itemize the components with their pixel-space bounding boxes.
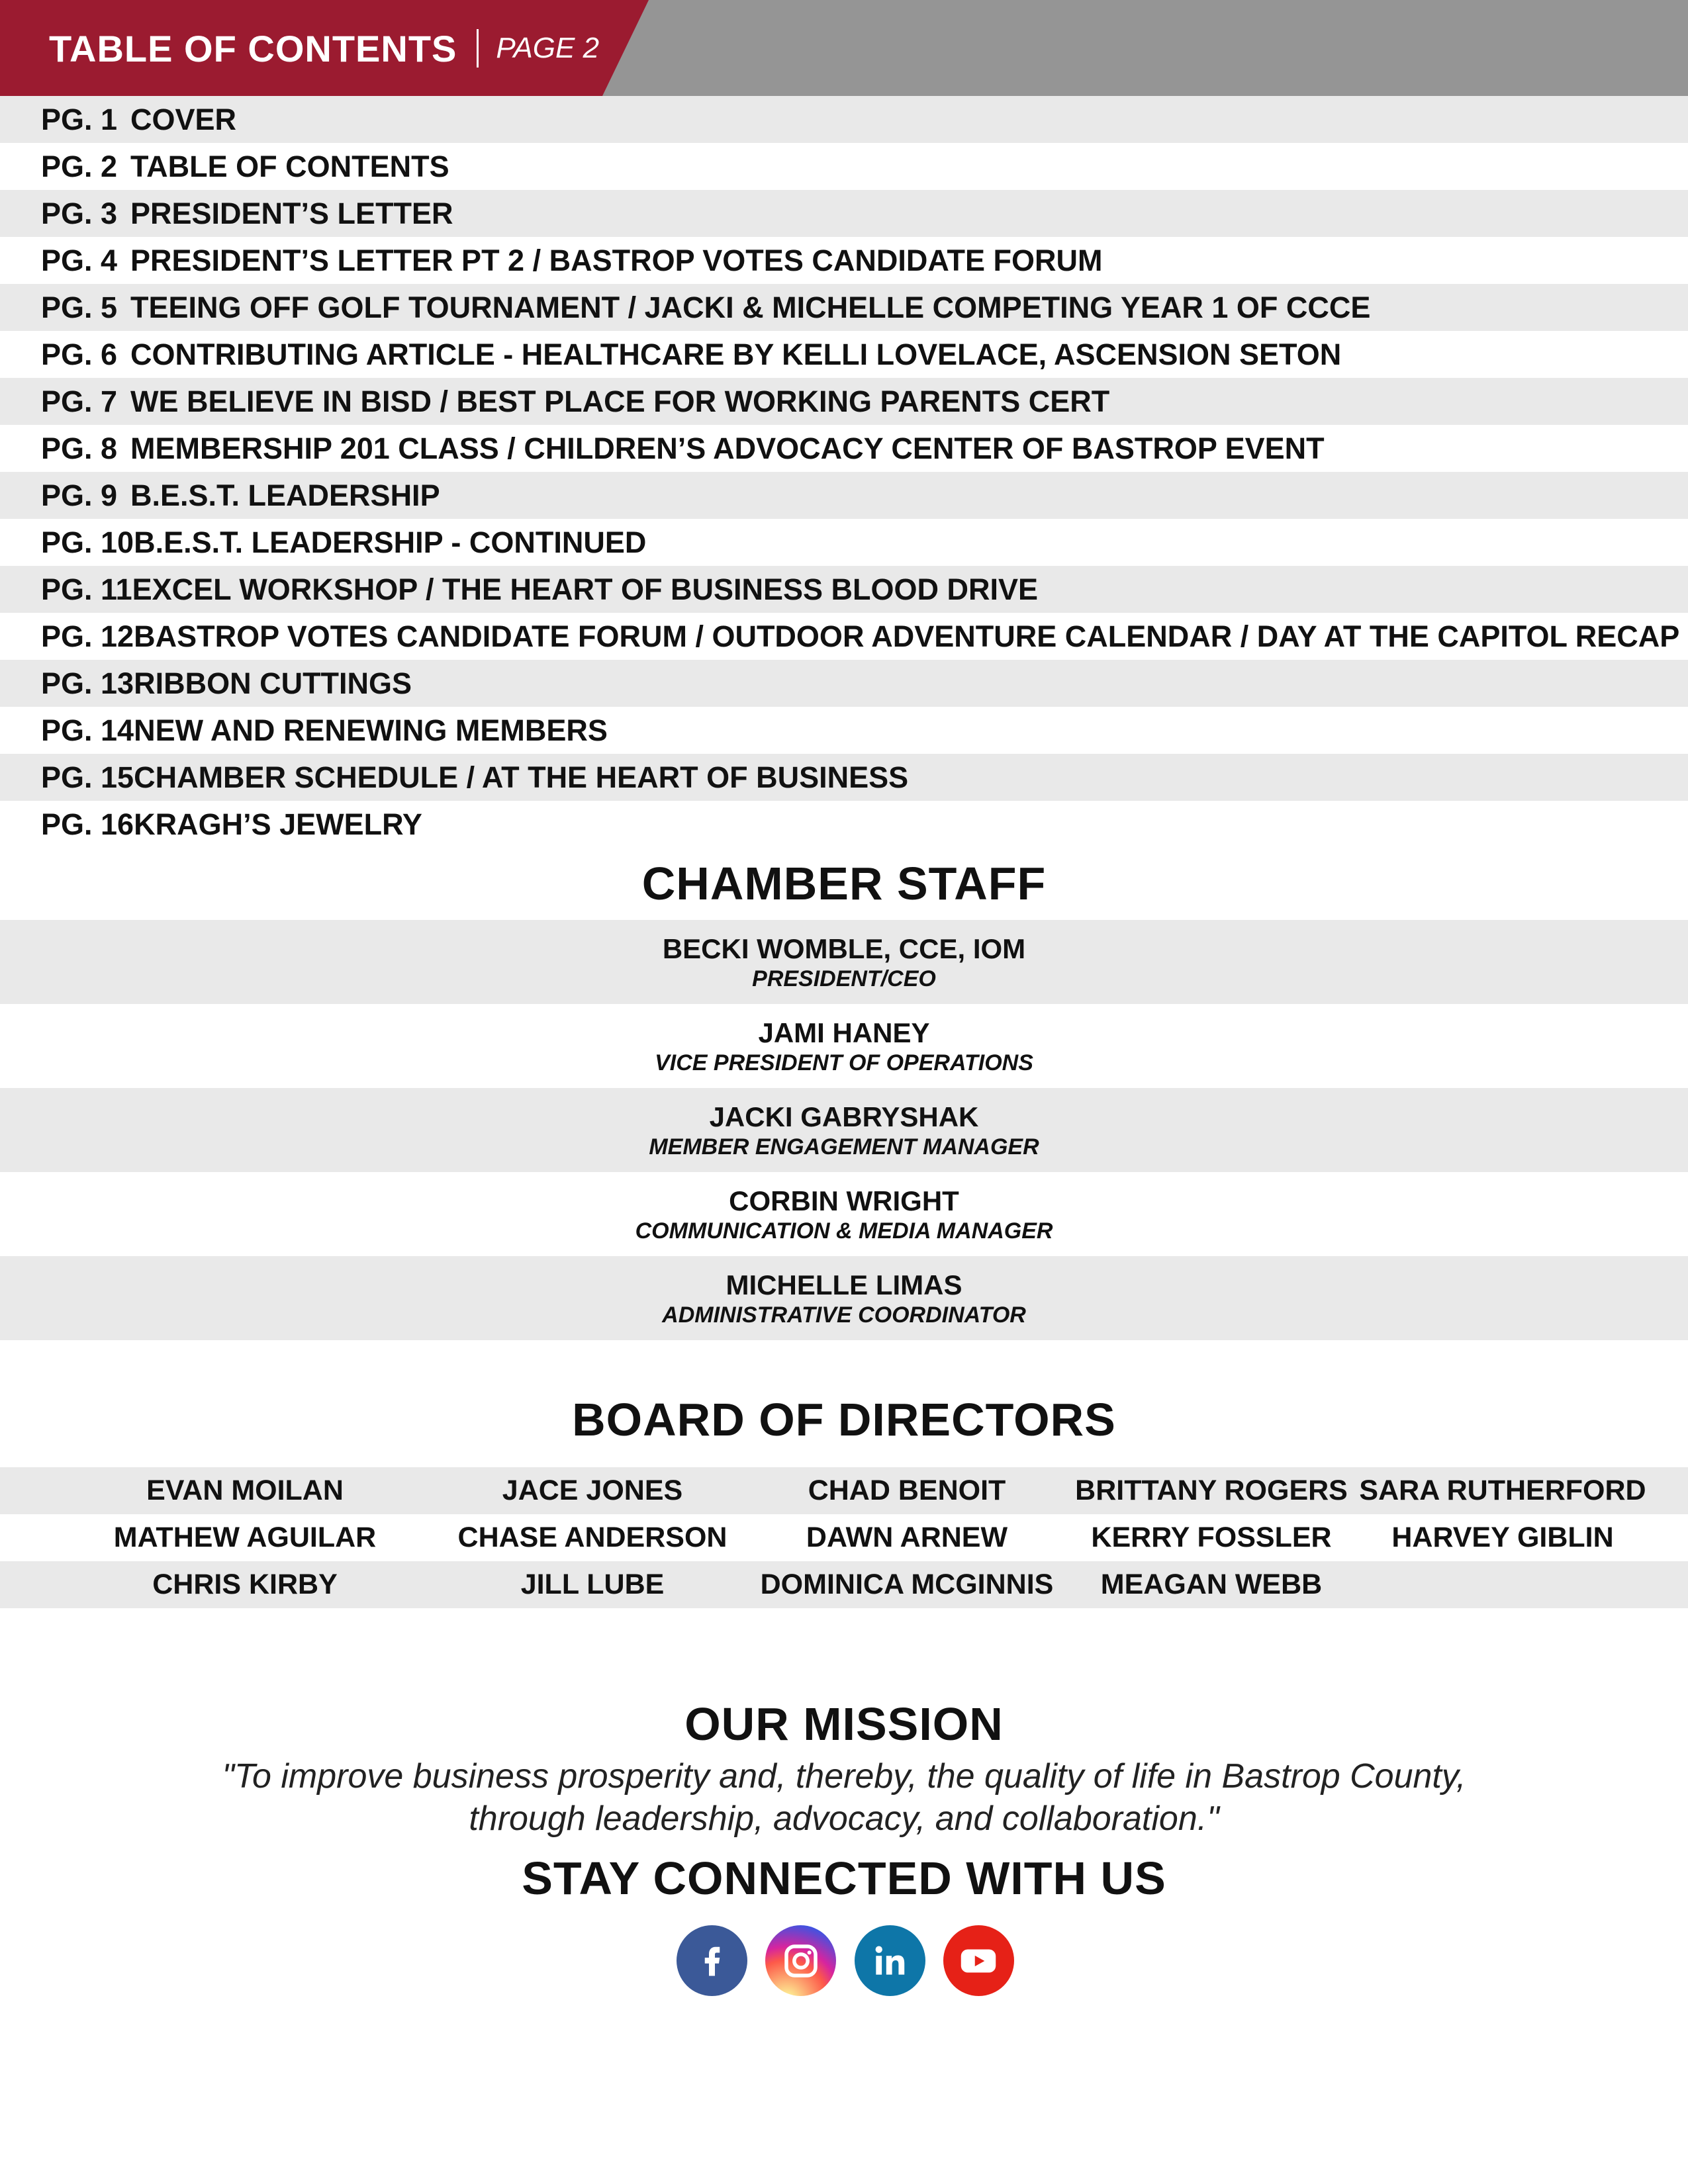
header-title: TABLE OF CONTENTS xyxy=(49,27,457,69)
toc-page-number: PG. 13 xyxy=(41,666,134,700)
toc-title: TABLE OF CONTENTS xyxy=(130,149,449,183)
mission-statement xyxy=(0,1755,1688,1840)
mission-title: OUR MISSION xyxy=(684,1698,1004,1750)
toc-page-number: PG. 8 xyxy=(41,431,118,465)
toc-page-number: PG. 14 xyxy=(41,713,134,747)
toc-page-number: PG. 15 xyxy=(41,760,134,794)
board-row xyxy=(0,1467,1688,1514)
board-member: CHASE ANDERSON xyxy=(457,1522,727,1553)
staff-member xyxy=(0,1088,1688,1172)
board-member: CHAD BENOIT xyxy=(808,1475,1006,1506)
board-member: HARVEY GIBLIN xyxy=(1391,1522,1614,1553)
staff-member xyxy=(0,1256,1688,1340)
toc-title: CONTRIBUTING ARTICLE - HEALTHCARE BY KELLI LOVELACE, ASCENSION SETON xyxy=(130,337,1342,371)
staff-name: JAMI HANEY xyxy=(758,1017,930,1048)
toc-item xyxy=(0,190,1688,237)
toc-page-number: PG. 12 xyxy=(41,619,134,653)
youtube-icon[interactable] xyxy=(943,1925,1014,1996)
toc-page-number: PG. 6 xyxy=(41,337,118,371)
board-member: JILL LUBE xyxy=(520,1569,665,1600)
toc-item xyxy=(0,801,1688,848)
toc-title: MEMBERSHIP 201 CLASS / CHILDREN’S ADVOCACY CENTER OF BASTROP EVENT xyxy=(130,431,1325,465)
toc-title: WE BELIEVE IN BISD / BEST PLACE FOR WORKING PARENTS CERT xyxy=(130,384,1110,418)
board-member: EVAN MOILAN xyxy=(146,1475,344,1506)
toc-item xyxy=(0,237,1688,284)
staff-role: MEMBER ENGAGEMENT MANAGER xyxy=(649,1134,1039,1160)
linkedin-icon[interactable] xyxy=(855,1925,925,1996)
staff-name: BECKI WOMBLE, CCE, IOM xyxy=(662,933,1026,964)
toc-title: CHAMBER SCHEDULE / AT THE HEART OF BUSINESS xyxy=(134,760,909,794)
toc-item xyxy=(0,519,1688,566)
toc-title: BASTROP VOTES CANDIDATE FORUM / OUTDOOR ADVENTURE CALENDAR / DAY AT THE CAPITOL RECAP xyxy=(134,619,1680,653)
toc-title: KRAGH’S JEWELRY xyxy=(134,807,422,841)
staff-name: MICHELLE LIMAS xyxy=(726,1269,962,1300)
table-of-contents xyxy=(0,96,1688,848)
toc-page-number: PG. 9 xyxy=(41,478,118,512)
board-member: MEAGAN WEBB xyxy=(1100,1569,1323,1600)
toc-item xyxy=(0,566,1688,613)
toc-title: NEW AND RENEWING MEMBERS xyxy=(134,713,608,747)
board-member: KERRY FOSSLER xyxy=(1091,1522,1332,1553)
toc-item xyxy=(0,660,1688,707)
toc-page-number: PG. 7 xyxy=(41,384,118,418)
staff-role: ADMINISTRATIVE COORDINATOR xyxy=(662,1302,1026,1328)
social-links xyxy=(677,1925,1014,1997)
instagram-icon[interactable] xyxy=(765,1925,836,1996)
toc-title: RIBBON CUTTINGS xyxy=(134,666,412,700)
toc-page-number: PG. 10 xyxy=(41,525,134,559)
toc-title: PRESIDENT’S LETTER xyxy=(130,196,453,230)
toc-page-number: PG. 2 xyxy=(41,149,118,183)
staff-name: JACKI GABRYSHAK xyxy=(709,1101,979,1132)
staff-name: CORBIN WRIGHT xyxy=(729,1185,959,1216)
staff-list xyxy=(0,920,1688,1340)
toc-item xyxy=(0,754,1688,801)
board-row xyxy=(0,1561,1688,1608)
staff-member xyxy=(0,1004,1688,1088)
toc-item xyxy=(0,707,1688,754)
board-title: BOARD OF DIRECTORS xyxy=(572,1394,1116,1445)
toc-title: PRESIDENT’S LETTER PT 2 / BASTROP VOTES CANDIDATE FORUM xyxy=(130,243,1103,277)
toc-title: EXCEL WORKSHOP / THE HEART OF BUSINESS BLOOD DRIVE xyxy=(132,572,1039,606)
mission-line: through leadership, advocacy, and collaboration." xyxy=(469,1799,1219,1838)
board-list xyxy=(0,1467,1688,1608)
board-member: DOMINICA MCGINNIS xyxy=(760,1569,1054,1600)
staff-member xyxy=(0,920,1688,1004)
toc-item xyxy=(0,143,1688,190)
mission-line: "To improve business prosperity and, thereby, the quality of life in Bastrop County, xyxy=(222,1757,1466,1796)
toc-page-number: PG. 4 xyxy=(41,243,118,277)
toc-item xyxy=(0,378,1688,425)
board-row xyxy=(0,1514,1688,1561)
toc-title: COVER xyxy=(130,102,237,136)
board-member: CHRIS KIRBY xyxy=(152,1569,338,1600)
header-divider xyxy=(477,29,479,68)
toc-title: TEEING OFF GOLF TOURNAMENT / JACKI & MICHELLE COMPETING YEAR 1 OF CCCE xyxy=(130,290,1371,324)
board-member: MATHEW AGUILAR xyxy=(113,1522,377,1553)
page-header xyxy=(49,25,599,71)
toc-item xyxy=(0,613,1688,660)
board-member: SARA RUTHERFORD xyxy=(1359,1475,1646,1506)
toc-title: B.E.S.T. LEADERSHIP - CONTINUED xyxy=(134,525,647,559)
toc-title: B.E.S.T. LEADERSHIP xyxy=(130,478,440,512)
staff-role: VICE PRESIDENT OF OPERATIONS xyxy=(655,1050,1033,1075)
board-member: JACE JONES xyxy=(502,1475,683,1506)
chamber-staff-title: CHAMBER STAFF xyxy=(641,858,1047,909)
stay-connected-title: STAY CONNECTED WITH US xyxy=(522,1852,1166,1904)
facebook-icon[interactable] xyxy=(677,1925,747,1996)
toc-item xyxy=(0,472,1688,519)
toc-page-number: PG. 5 xyxy=(41,290,118,324)
staff-member xyxy=(0,1172,1688,1256)
toc-page-number: PG. 11 xyxy=(41,572,132,606)
toc-page-number: PG. 16 xyxy=(41,807,134,841)
staff-role: COMMUNICATION & MEDIA MANAGER xyxy=(635,1218,1053,1244)
toc-item xyxy=(0,331,1688,378)
board-member: DAWN ARNEW xyxy=(806,1522,1008,1553)
toc-item xyxy=(0,96,1688,143)
toc-page-number: PG. 1 xyxy=(41,102,118,136)
board-member: BRITTANY ROGERS xyxy=(1075,1475,1348,1506)
toc-item xyxy=(0,284,1688,331)
toc-page-number: PG. 3 xyxy=(41,196,118,230)
header-page-label: PAGE 2 xyxy=(496,32,600,64)
toc-item xyxy=(0,425,1688,472)
staff-role: PRESIDENT/CEO xyxy=(752,966,936,991)
